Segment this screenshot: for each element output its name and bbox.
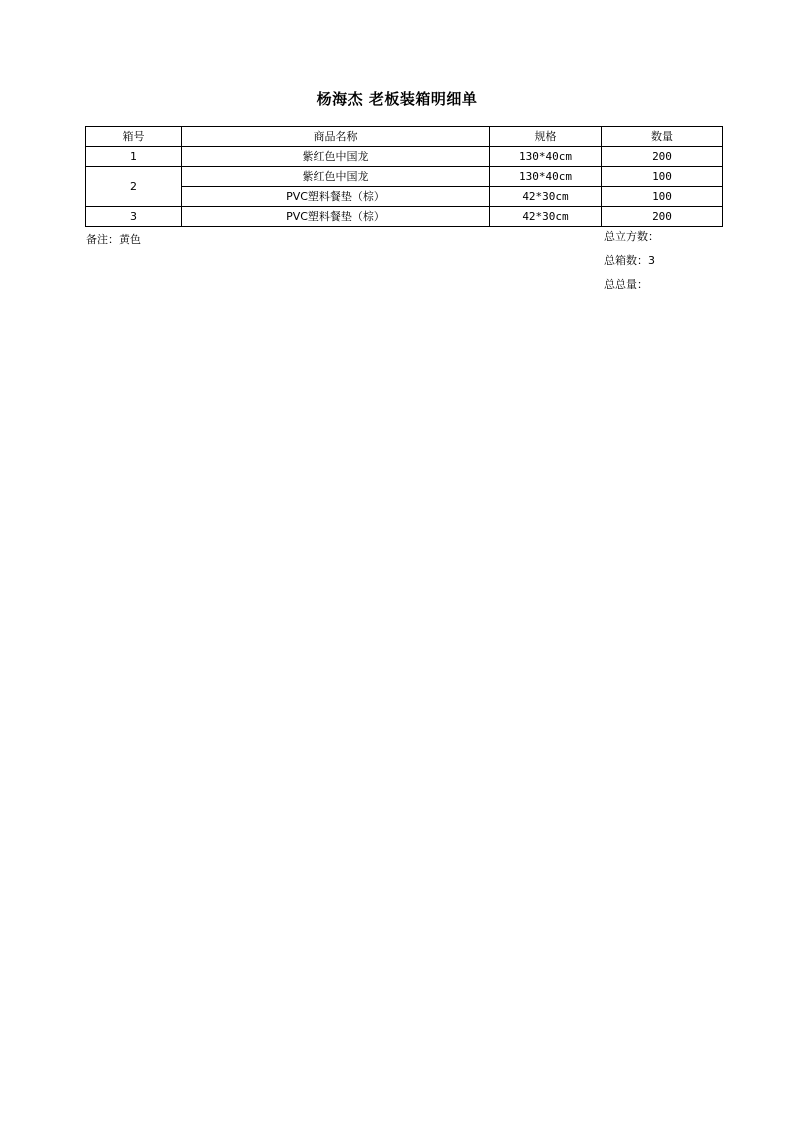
packing-list-table [85,126,723,227]
cell-box-no: 3 [86,207,182,227]
header-spec: 规格 [490,127,602,147]
totals-summary [604,229,659,301]
header-product-name: 商品名称 [182,127,490,147]
total-volume-line [604,229,659,253]
header-box-no: 箱号 [86,127,182,147]
cell-product-name: 紫红色中国龙 [182,167,490,187]
cell-quantity: 100 [602,187,723,207]
total-boxes-line [604,253,659,277]
total-boxes-value: 3 [648,254,655,267]
document-title: 杨海杰 老板装箱明细单 [316,90,478,108]
table-row [86,187,723,207]
cell-product-name: 紫红色中国龙 [182,147,490,167]
total-quantity-line [604,277,659,301]
table-header-row [86,127,723,147]
table-row [86,207,723,227]
cell-spec: 42*30cm [490,207,602,227]
remark-note: 备注：黄色 [86,233,141,246]
total-volume-label: 总立方数： [604,230,659,243]
table-row [86,147,723,167]
cell-quantity: 200 [602,207,723,227]
cell-box-no: 1 [86,147,182,167]
table-row [86,167,723,187]
total-quantity-label: 总总量： [604,278,648,291]
cell-product-name: PVC塑料餐垫（棕） [182,187,490,207]
cell-spec: 42*30cm [490,187,602,207]
header-quantity: 数量 [602,127,723,147]
total-boxes-label: 总箱数： [604,254,648,267]
cell-product-name: PVC塑料餐垫（棕） [182,207,490,227]
cell-spec: 130*40cm [490,167,602,187]
cell-quantity: 200 [602,147,723,167]
cell-box-no: 2 [86,167,182,207]
cell-quantity: 100 [602,167,723,187]
cell-spec: 130*40cm [490,147,602,167]
